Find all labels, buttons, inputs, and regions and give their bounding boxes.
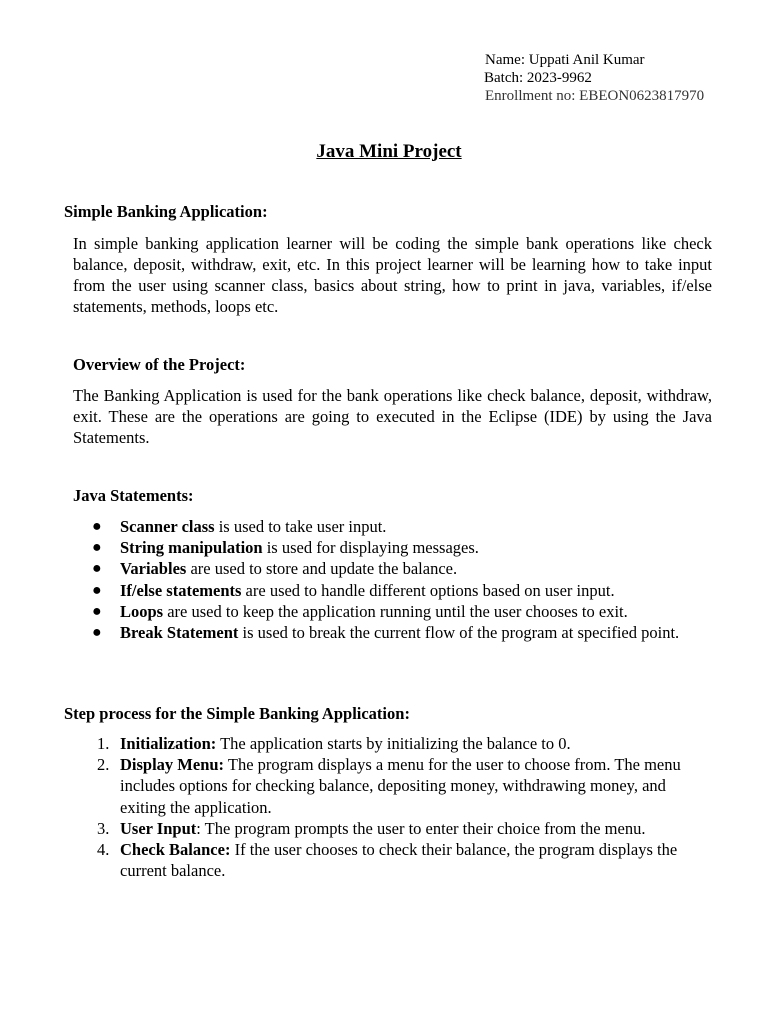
list-item — [91, 818, 711, 839]
step-process-list — [91, 733, 711, 881]
heading-java-statements: Java Statements: — [73, 486, 194, 505]
bullet-icon: ● — [92, 624, 102, 642]
item-term: Break Statement — [120, 623, 239, 643]
step-term: Check Balance: — [120, 840, 231, 860]
bullet-icon: ● — [92, 581, 102, 599]
step-text: The program displays a menu for the user to choose from. The menu includes options for checking balance, depositing money, withdrawing money, and exiting the application. — [120, 755, 681, 817]
student-batch: Batch: 2023-9962 — [484, 70, 592, 86]
list-item — [91, 580, 691, 601]
item-text: is used for displaying messages. — [262, 538, 479, 558]
item-term: If/else statements — [120, 580, 242, 600]
student-name: Name: Uppati Anil Kumar — [485, 52, 645, 68]
step-text: : The program prompts the user to enter their choice from the menu. — [196, 818, 646, 838]
java-statements-list — [91, 516, 691, 643]
bullet-icon: ● — [92, 518, 102, 535]
step-term: User Input — [120, 818, 197, 838]
step-text: If the user chooses to check their balance, the program displays the current balance. — [120, 840, 678, 881]
list-item — [91, 733, 711, 754]
paragraph-overview: The Banking Application is used for the bank operations like check balance, deposit, withdraw, exit. These are the operations are going to executed in the Eclipse (IDE) by using the Java Statements. — [73, 386, 712, 447]
step-term: Initialization: — [120, 734, 217, 753]
heading-overview: Overview of the Project: — [73, 355, 246, 374]
list-item — [91, 839, 711, 881]
item-text: are used to keep the application running until the user chooses to exit. — [163, 601, 628, 621]
list-item — [91, 537, 691, 558]
heading-step-process: Step process for the Simple Banking Application: — [64, 704, 410, 723]
step-text: The application starts by initializing the balance to 0. — [216, 734, 571, 753]
bullet-icon: ● — [92, 560, 102, 578]
item-text: is used to take user input. — [214, 517, 387, 536]
item-term: Variables — [120, 559, 187, 579]
item-term: String manipulation — [120, 538, 263, 558]
item-text: is used to break the current flow of the program at specified point. — [238, 623, 680, 643]
list-item — [91, 622, 691, 643]
step-number: 1. — [97, 734, 110, 753]
item-text: are used to store and update the balance. — [186, 559, 458, 579]
heading-simple-banking: Simple Banking Application: — [64, 202, 268, 221]
item-term: Scanner class — [120, 517, 215, 536]
item-term: Loops — [120, 601, 164, 621]
list-item — [91, 558, 691, 579]
step-number: 3. — [97, 818, 110, 838]
enrollment-number: Enrollment no: EBEON0623817970 — [485, 88, 705, 104]
bullet-icon: ● — [92, 539, 102, 557]
list-item — [91, 754, 711, 818]
step-term: Display Menu: — [120, 755, 225, 775]
item-text: are used to handle different options based on user input. — [241, 580, 615, 600]
list-item — [91, 601, 691, 622]
paragraph-simple-banking: In simple banking application learner will be coding the simple bank operations like check balance, deposit, withdraw, exit, etc. In this project learner will be learning how to take input from the user using scanner class, basics about string, how to print in java, variables, if/else statements, methods, loops etc. — [73, 234, 712, 316]
step-number: 4. — [97, 840, 110, 860]
list-item — [91, 516, 691, 537]
document-title: Java Mini Project — [316, 141, 462, 162]
bullet-icon: ● — [92, 602, 102, 620]
step-number: 2. — [97, 755, 110, 775]
